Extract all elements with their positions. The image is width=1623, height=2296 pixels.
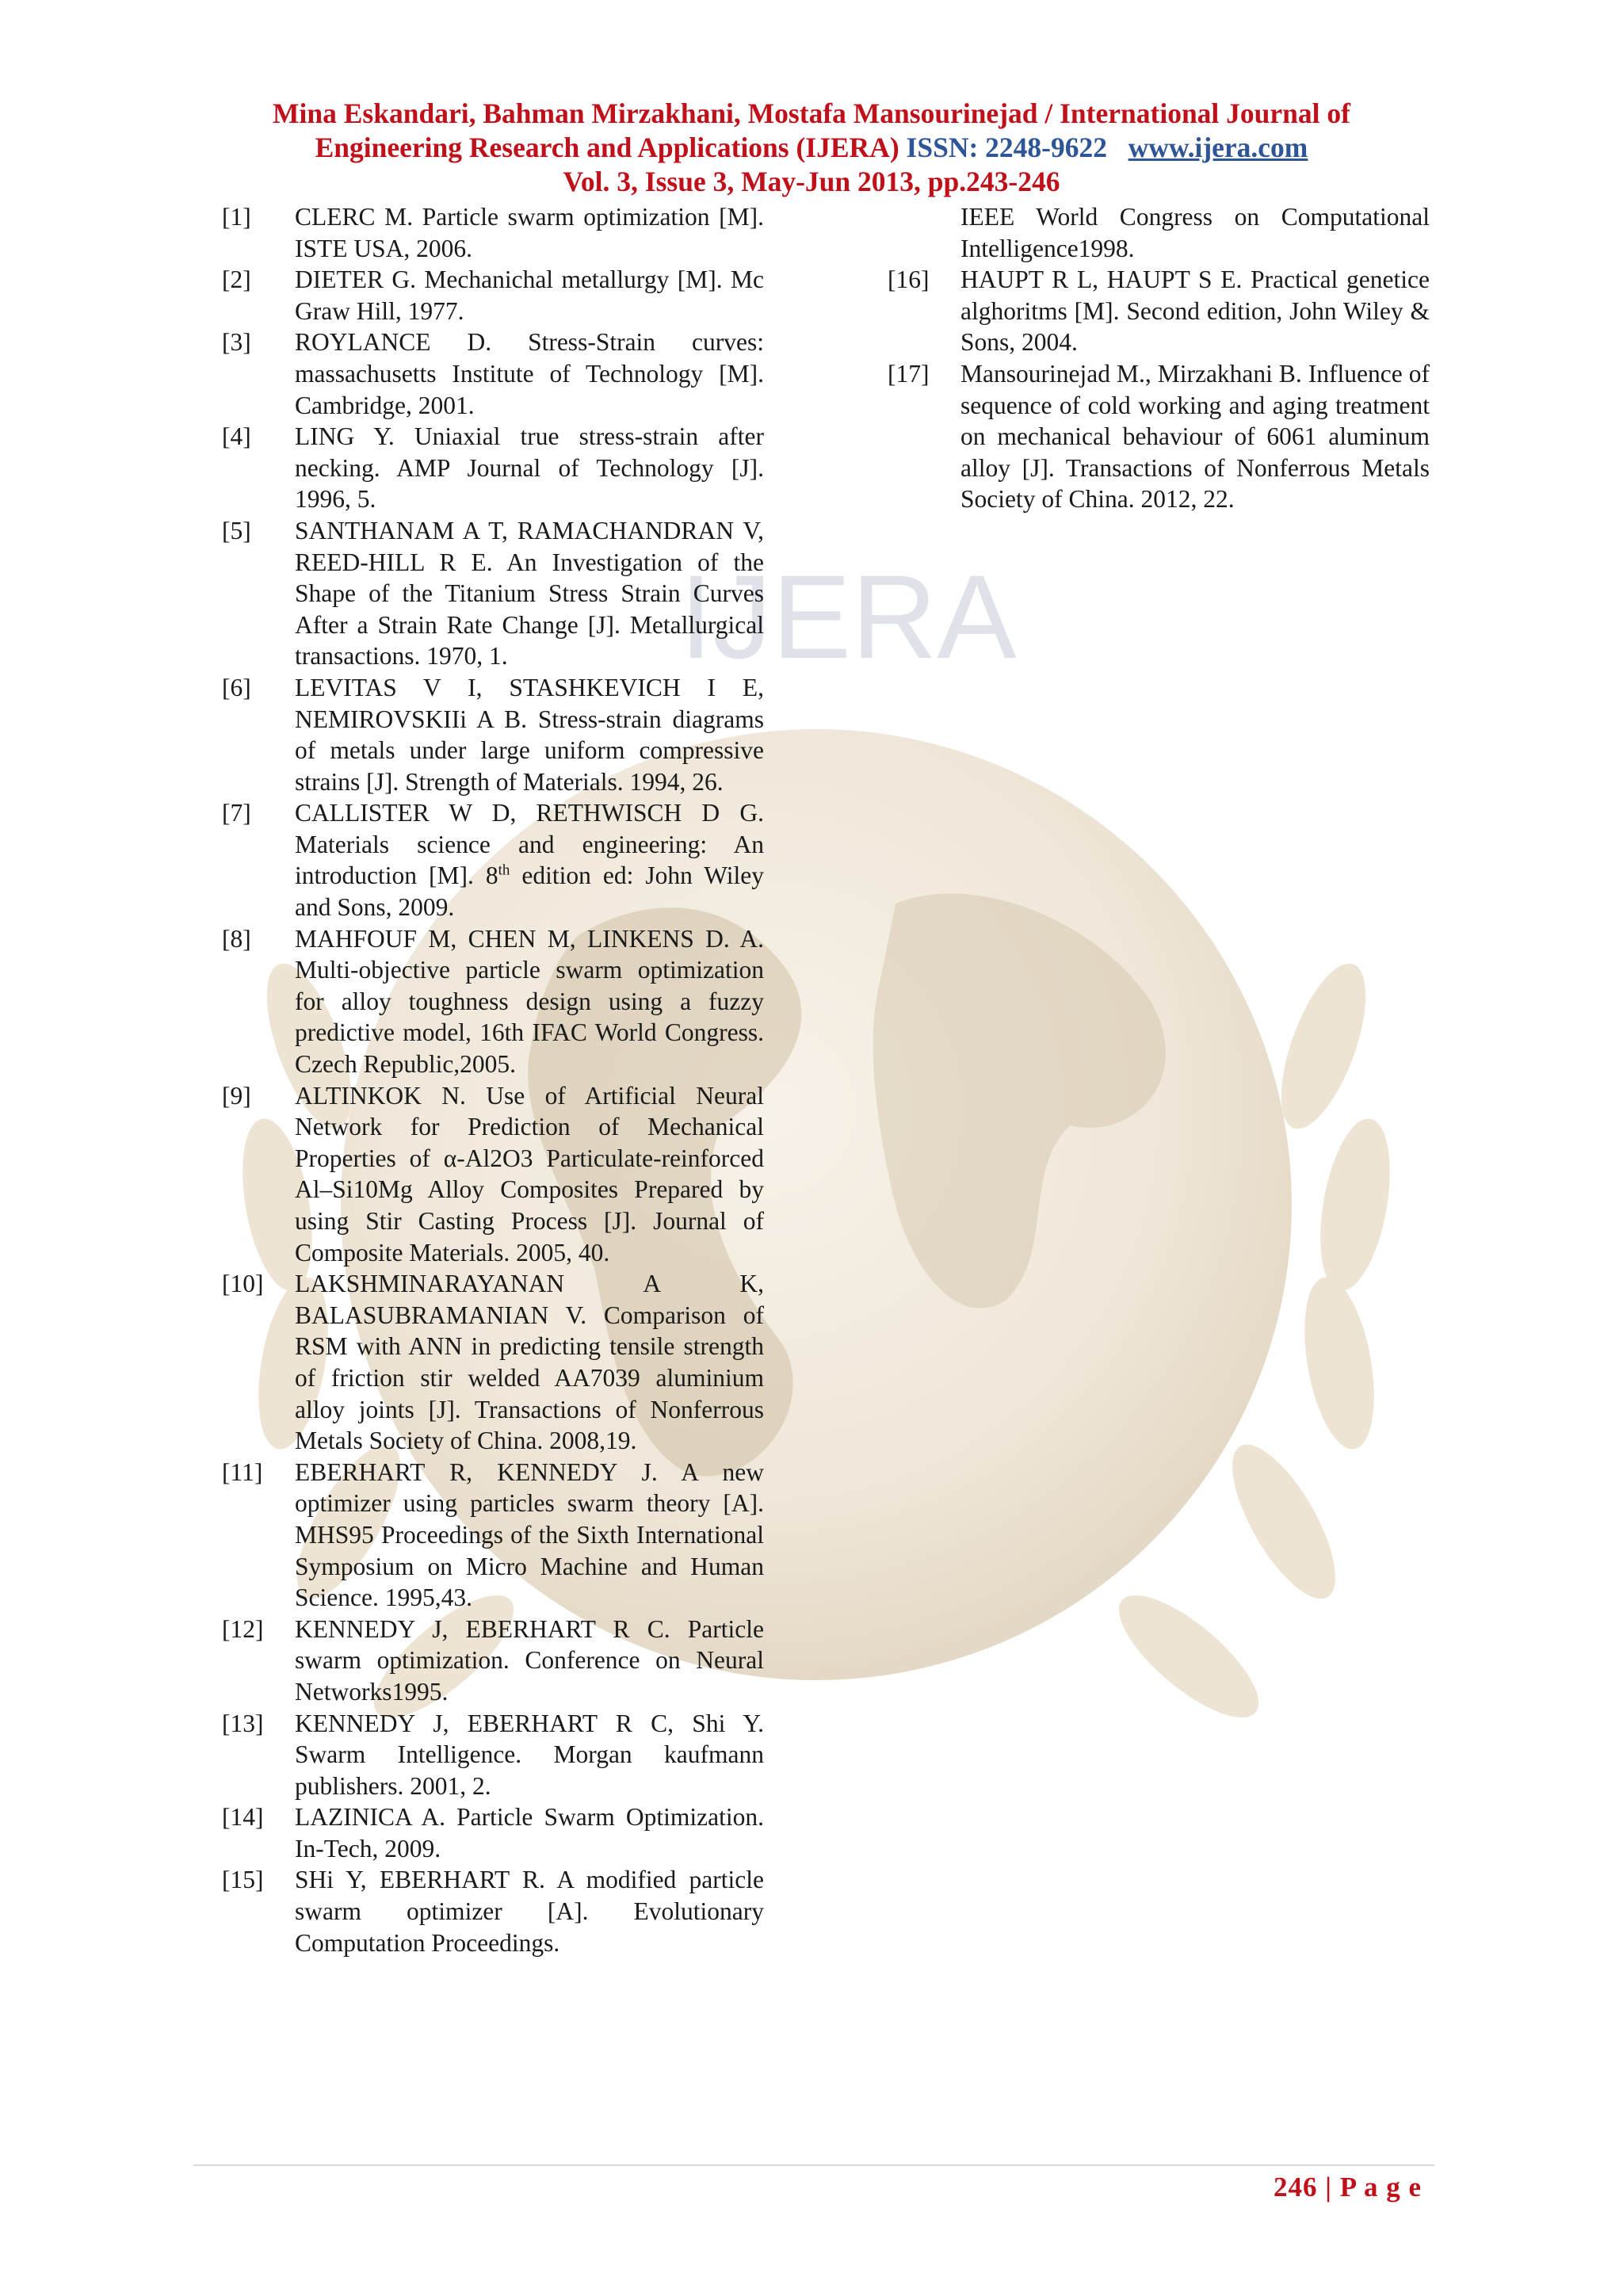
reference-text-part: CALLISTER W D, RETHWISCH D G. Materials science and engineering: An introduction [M]. 8 [295, 799, 764, 890]
reference-text: LEVITAS V I, STASHKEVICH I E, NEMIROVSKIIi A B. Stress-strain diagrams of metals under large uniform compressive strains [J]. Strength of Materials. 1994, 26. [295, 673, 764, 796]
reference-number: [13] [222, 1709, 264, 1737]
reference-number: [16] [888, 266, 930, 294]
header-website-link[interactable]: www.ijera.com [1128, 132, 1308, 163]
reference-number: [15] [222, 1866, 264, 1894]
page-number: 246 | P a g e [1274, 2172, 1422, 2202]
footer-divider [193, 2164, 1434, 2166]
watermark-text: IJERA [679, 550, 1017, 683]
reference-text: Mansourinejad M., Mirzakhani B. Influence of sequence of cold working and aging treatment on mechanical behaviour of 6061 aluminum alloy [J]. Transactions of Nonferrous Metals Society of China. 2012, 22. [960, 359, 1430, 514]
reference-item [222, 421, 764, 515]
reference-item [888, 358, 1430, 515]
reference-item [222, 1080, 764, 1269]
reference-item [222, 1801, 764, 1864]
header-journal-line [158, 131, 1465, 165]
reference-item [222, 327, 764, 421]
reference-number: [7] [222, 799, 251, 827]
reference-item [222, 264, 764, 327]
reference-number: [2] [222, 266, 251, 294]
running-header [158, 97, 1465, 199]
reference-number: [6] [222, 673, 251, 701]
reference-item [222, 1268, 764, 1457]
reference-text: EBERHART R, KENNEDY J. A new optimizer using particles swarm theory [A]. MHS95 Proceedings of the Sixth International Symposium on Micro Machine and Human Science. 1995,43. [295, 1457, 764, 1612]
reference-text: DIETER G. Mechanichal metallurgy [M]. Mc Graw Hill, 1977. [295, 266, 764, 325]
reference-item [222, 1708, 764, 1802]
reference-text: IEEE World Congress on Computational Intelligence1998. [960, 203, 1430, 262]
reference-number: [5] [222, 516, 251, 544]
reference-text [295, 797, 764, 923]
reference-text: ALTINKOK N. Use of Artificial Neural Network for Prediction of Mechanical Properties of α-Al2O3 Particulate-reinforced Al–Si10Mg Alloy Composites Prepared by using Stir Casting Process [J]. Journal of Composite Materials. 2005, 40. [295, 1081, 764, 1266]
reference-item [222, 1457, 764, 1614]
reference-number: [17] [888, 359, 930, 388]
references-left-column [222, 201, 764, 1958]
header-authors-line: Mina Eskandari, Bahman Mirzakhani, Mostafa Mansourinejad / International Journal of [273, 97, 1350, 129]
header-journal-name: Engineering Research and Applications (IJERA) [315, 132, 899, 163]
reference-number: [1] [222, 203, 251, 231]
reference-number: [9] [222, 1081, 251, 1110]
reference-number: [11] [222, 1457, 263, 1486]
reference-text: KENNEDY J, EBERHART R C. Particle swarm optimization. Conference on Neural Networks1995. [295, 1614, 764, 1706]
reference-item [222, 1614, 764, 1708]
references-right-column [888, 201, 1430, 515]
reference-text-part: edition ed: John Wiley and Sons, 2009. [295, 861, 764, 922]
reference-superscript: th [498, 861, 510, 879]
reference-text: LAKSHMINARAYANAN A K, BALASUBRAMANIAN V. Comparison of RSM with ANN in predicting tensile strength of friction stir welded AA7039 aluminium alloy joints [J]. Transactions of Nonferrous Metals Society of China. 2008,19. [295, 1270, 764, 1455]
reference-text: LING Y. Uniaxial true stress-strain after necking. AMP Journal of Technology [J]. 1996, 5. [295, 422, 764, 514]
reference-item [222, 201, 764, 264]
reference-item [222, 1864, 764, 1958]
reference-number: [4] [222, 422, 251, 451]
reference-item [222, 923, 764, 1080]
reference-item [222, 797, 764, 923]
reference-text: SHi Y, EBERHART R. A modified particle swarm optimizer [A]. Evolutionary Computation Proceedings. [295, 1866, 764, 1957]
reference-number: [12] [222, 1614, 264, 1643]
reference-continuation [888, 201, 1430, 264]
reference-text: HAUPT R L, HAUPT S E. Practical genetice alghoritms [M]. Second edition, John Wiley & Sons, 2004. [960, 266, 1430, 357]
header-volume-line: Vol. 3, Issue 3, May-Jun 2013, pp.243-246 [563, 166, 1060, 197]
reference-text: KENNEDY J, EBERHART R C, Shi Y. Swarm Intelligence. Morgan kaufmann publishers. 2001, 2. [295, 1709, 764, 1800]
reference-number: [3] [222, 328, 251, 357]
reference-item [888, 264, 1430, 358]
reference-item [222, 672, 764, 797]
reference-number: [10] [222, 1270, 264, 1298]
reference-number: [8] [222, 924, 251, 953]
header-issn: ISSN: 2248-9622 [906, 132, 1107, 163]
reference-item [222, 515, 764, 672]
reference-text: SANTHANAM A T, RAMACHANDRAN V, REED-HILL R E. An Investigation of the Shape of the Titanium Stress Strain Curves After a Strain Rate Change [J]. Metallurgical transactions. 1970, 1. [295, 516, 764, 670]
reference-text: LAZINICA A. Particle Swarm Optimization. In-Tech, 2009. [295, 1803, 764, 1862]
reference-number: [14] [222, 1803, 264, 1832]
reference-text: CLERC M. Particle swarm optimization [M]. ISTE USA, 2006. [295, 203, 764, 262]
reference-text: MAHFOUF M, CHEN M, LINKENS D. A. Multi-objective particle swarm optimization for alloy toughness design using a fuzzy predictive model, 16th IFAC World Congress. Czech Republic,2005. [295, 924, 764, 1079]
reference-text: ROYLANCE D. Stress-Strain curves: massachusetts Institute of Technology [M]. Cambridge, 2001. [295, 328, 764, 419]
